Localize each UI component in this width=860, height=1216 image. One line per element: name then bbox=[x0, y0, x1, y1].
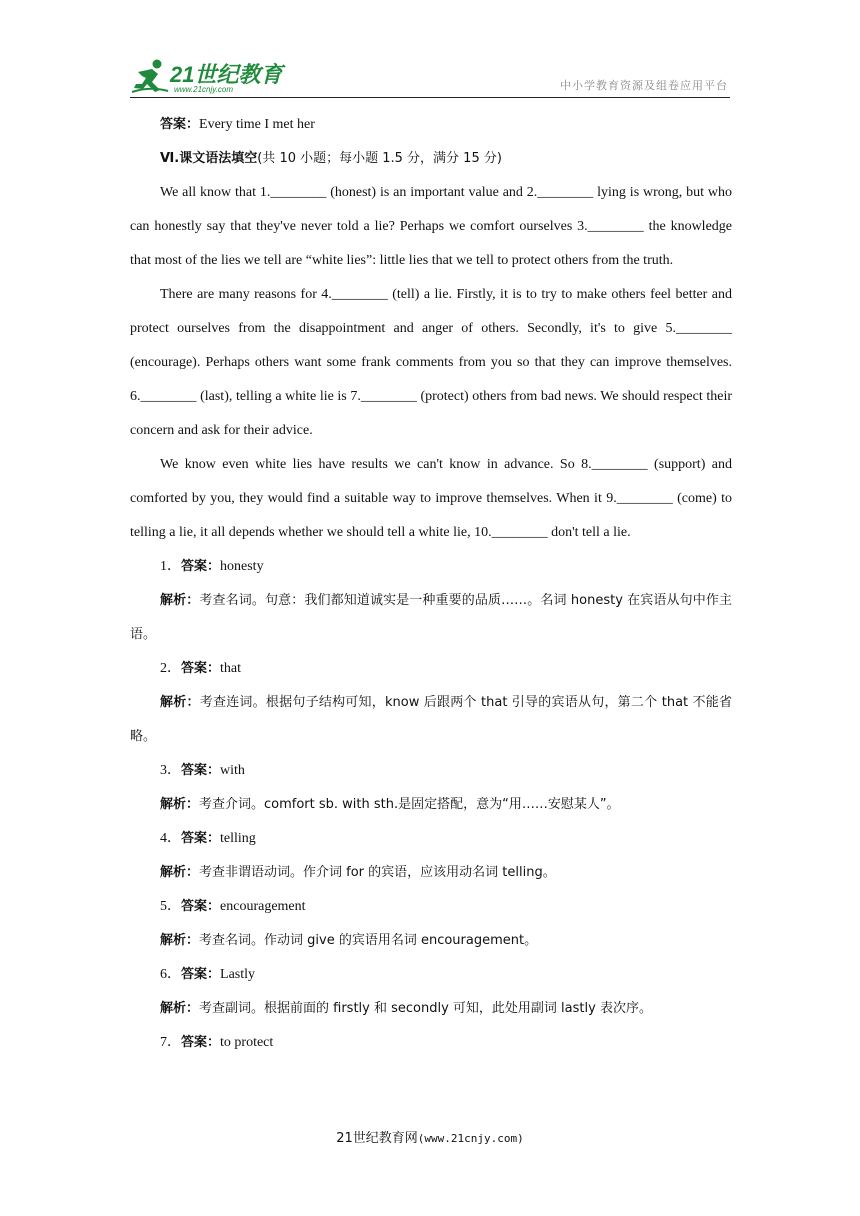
answer-value: Lastly bbox=[220, 967, 256, 982]
answer-label: 答案： bbox=[181, 831, 221, 846]
answer-value: encouragement bbox=[220, 899, 306, 914]
answer-item bbox=[130, 890, 732, 924]
logo-url: www.21cnjy.com bbox=[174, 85, 233, 94]
answer-number: 5． bbox=[160, 899, 181, 914]
passage-paragraph: We all know that 1.________ (honest) is an important value and 2.________ lying is wrong, but who can honestly say that they've never told a lie? Perhaps we comfort ourselves 3.________ the knowledge that most of the lies we tell are “white lies”: little lies that we tell to protect others from the truth. bbox=[130, 185, 732, 268]
answer-label: 答案： bbox=[181, 559, 221, 574]
explanation-text: 考查介词。comfort sb. with sth.是固定搭配，意为“用……安慰某人”。 bbox=[199, 797, 620, 812]
answer-label: 答案： bbox=[181, 967, 221, 982]
explanation bbox=[130, 584, 732, 652]
explanation-label: 解析： bbox=[160, 695, 200, 710]
answer-number: 7． bbox=[160, 1035, 181, 1050]
explanation bbox=[130, 856, 732, 890]
answer-item bbox=[130, 1026, 732, 1060]
answer-label: 答案： bbox=[181, 899, 221, 914]
explanation-text: 考查名词。作动词 give 的宾语用名词 encouragement。 bbox=[199, 933, 538, 948]
header-divider bbox=[130, 97, 730, 98]
answer-item bbox=[130, 550, 732, 584]
section-meta: (共 10 小题；每小题 1.5 分，满分 15 分) bbox=[257, 151, 502, 166]
explanation bbox=[130, 992, 732, 1026]
answer-number: 4． bbox=[160, 831, 181, 846]
explanation-label: 解析： bbox=[160, 593, 200, 608]
explanation-label: 解析： bbox=[160, 933, 200, 948]
answer-label: 答案： bbox=[181, 1035, 221, 1050]
header-tagline: 中小学教育资源及组卷应用平台 bbox=[560, 79, 728, 92]
answer-item bbox=[130, 652, 732, 686]
explanation-label: 解析： bbox=[160, 797, 200, 812]
answer-label: 答案： bbox=[181, 661, 221, 676]
page-footer bbox=[0, 1127, 860, 1146]
section-heading bbox=[130, 142, 732, 176]
explanation-text: 考查连词。根据句子结构可知，know 后跟两个 that 引导的宾语从句，第二个 that 不能省略。 bbox=[130, 695, 732, 744]
runner-logo-icon bbox=[130, 58, 170, 96]
passage-paragraph: We know even white lies have results we can't know in advance. So 8.________ (support) and comforted by you, they would find a suitable way to improve themselves. When it 9.________ (come) to telling a lie, it all depends whether we should tell a white lie, 10.________ don't tell a lie. bbox=[130, 457, 732, 540]
answer-item bbox=[130, 754, 732, 788]
answer-value: Every time I met her bbox=[199, 117, 315, 132]
explanation-text: 考查名词。句意：我们都知道诚实是一种重要的品质……。名词 honesty 在宾语从句中作主语。 bbox=[130, 593, 732, 642]
answer-label: 答案： bbox=[160, 117, 200, 132]
document-body bbox=[130, 108, 732, 1060]
passage-paragraph: There are many reasons for 4.________ (tell) a lie. Firstly, it is to try to make others feel better and protect ourselves from the disappointment and anger of others. Secondly, it's to give 5.________ (encourage). Perhaps others want some frank comments from you so that they can improve themselves. 6.________ (last), telling a white lie is 7.________ (protect) others from bad news. We should respect their concern and ask for their advice. bbox=[130, 287, 732, 438]
logo bbox=[130, 58, 290, 96]
top-answer bbox=[130, 108, 732, 142]
explanation bbox=[130, 924, 732, 958]
answer-item bbox=[130, 958, 732, 992]
section-title: Ⅵ.课文语法填空 bbox=[160, 151, 258, 166]
page-header bbox=[130, 54, 730, 98]
explanation-label: 解析： bbox=[160, 1001, 200, 1016]
answer-number: 2． bbox=[160, 661, 181, 676]
explanation-text: 考查非谓语动词。作介词 for 的宾语，应该用动名词 telling。 bbox=[199, 865, 556, 880]
explanation bbox=[130, 788, 732, 822]
logo-text: 21世纪教育 bbox=[170, 62, 283, 87]
answer-value: to protect bbox=[220, 1035, 274, 1050]
answer-label: 答案： bbox=[181, 763, 221, 778]
answer-number: 6． bbox=[160, 967, 181, 982]
explanation-label: 解析： bbox=[160, 865, 200, 880]
answer-item bbox=[130, 822, 732, 856]
footer-site-name: 21世纪教育网 bbox=[336, 1131, 418, 1146]
answer-value: telling bbox=[220, 831, 256, 846]
answer-value: that bbox=[220, 661, 242, 676]
answer-value: with bbox=[220, 763, 245, 778]
answer-number: 3． bbox=[160, 763, 181, 778]
answer-number: 1． bbox=[160, 559, 181, 574]
explanation-text: 考查副词。根据前面的 firstly 和 secondly 可知，此处用副词 lastly 表次序。 bbox=[199, 1001, 652, 1016]
footer-url: (www.21cnjy.com) bbox=[417, 1132, 524, 1145]
answer-value: honesty bbox=[220, 559, 264, 574]
explanation bbox=[130, 686, 732, 754]
